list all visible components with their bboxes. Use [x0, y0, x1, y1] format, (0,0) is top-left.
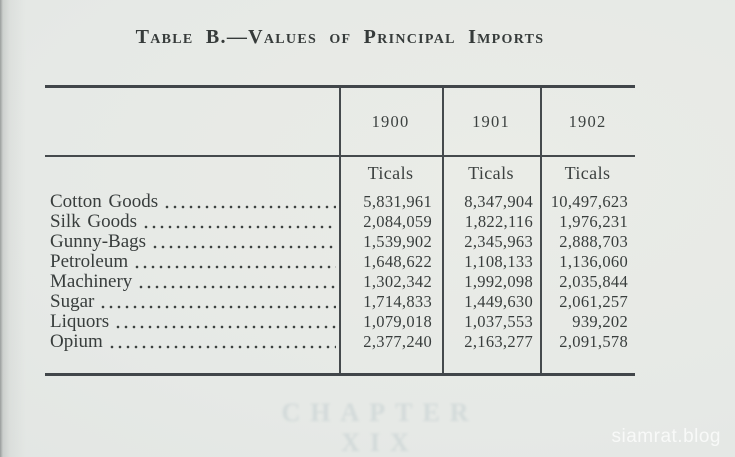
row-label-text: Opium [50, 332, 103, 352]
row-label-silk-goods [45, 212, 339, 232]
value-cell: 1,648,622 [363, 252, 432, 271]
value-cell: 1,302,342 [363, 272, 432, 291]
row-label-sugar [45, 292, 339, 312]
row-label-cotton-goods [45, 192, 339, 212]
unit-spacer-cell [45, 155, 339, 192]
dot-leader [142, 221, 336, 229]
value-cell: 2,888,703 [559, 232, 628, 251]
row-label-text: Silk Goods [50, 212, 137, 232]
value-cell: 939,202 [572, 312, 628, 331]
value-cell: 1,037,553 [464, 312, 533, 331]
value-cell: 2,345,963 [464, 232, 533, 251]
value-cell: 2,163,277 [464, 332, 533, 351]
table-grid [45, 88, 635, 352]
value-cell: 1,079,018 [363, 312, 432, 331]
row-label-text: Cotton Goods [50, 192, 159, 212]
value-cell: 10,497,623 [550, 192, 628, 211]
unit-label-1900: Ticals [367, 163, 414, 183]
dot-leader [114, 321, 336, 329]
row-label-text: Sugar [50, 292, 95, 312]
year-header-1900: 1900 [371, 111, 410, 131]
table-title: Table B.—Values of Principal Imports [135, 26, 545, 48]
row-label-petroleum [45, 252, 339, 272]
value-cell: 1,822,116 [464, 212, 533, 231]
value-cell: 2,377,240 [363, 332, 432, 351]
row-label-gunny-bags [45, 232, 339, 252]
imports-table [45, 85, 635, 376]
row-label-text: Liquors [50, 312, 110, 332]
value-cell: 5,831,961 [363, 192, 432, 211]
row-label-opium [45, 332, 339, 352]
dot-leader [151, 241, 336, 249]
dot-leader [108, 341, 336, 349]
value-cell: 1,992,098 [464, 272, 533, 291]
unit-label-1901: Ticals [468, 163, 514, 183]
row-label-text: Petroleum [50, 252, 129, 272]
value-cell: 1,976,231 [559, 212, 628, 231]
dot-leader [133, 261, 336, 269]
row-label-text: Gunny-Bags [50, 232, 147, 252]
unit-label-1902: Ticals [564, 163, 611, 183]
value-cell: 2,091,578 [559, 332, 628, 351]
watermark: siamrat.blog [611, 426, 721, 447]
bleed-through-text: CHAPTER XIX [281, 398, 479, 457]
value-cell: 1,539,902 [363, 232, 432, 251]
value-cell: 1,136,060 [559, 252, 628, 271]
value-cell: 1,714,833 [363, 292, 432, 311]
row-label-liquors [45, 312, 339, 332]
value-cell: 2,035,844 [559, 272, 628, 291]
value-cell: 8,347,904 [464, 192, 533, 211]
year-header-1901: 1901 [472, 111, 510, 131]
dot-leader [99, 301, 336, 309]
value-cell: 2,084,059 [363, 212, 432, 231]
corner-cell [45, 88, 339, 155]
dot-leader [163, 201, 336, 209]
row-label-text: Machinery [50, 272, 133, 292]
dot-leader [137, 281, 336, 289]
value-cell: 1,449,630 [464, 292, 533, 311]
row-label-machinery [45, 272, 339, 292]
value-cell: 2,061,257 [559, 292, 628, 311]
year-header-1902: 1902 [568, 111, 607, 131]
value-cell: 1,108,133 [464, 252, 533, 271]
